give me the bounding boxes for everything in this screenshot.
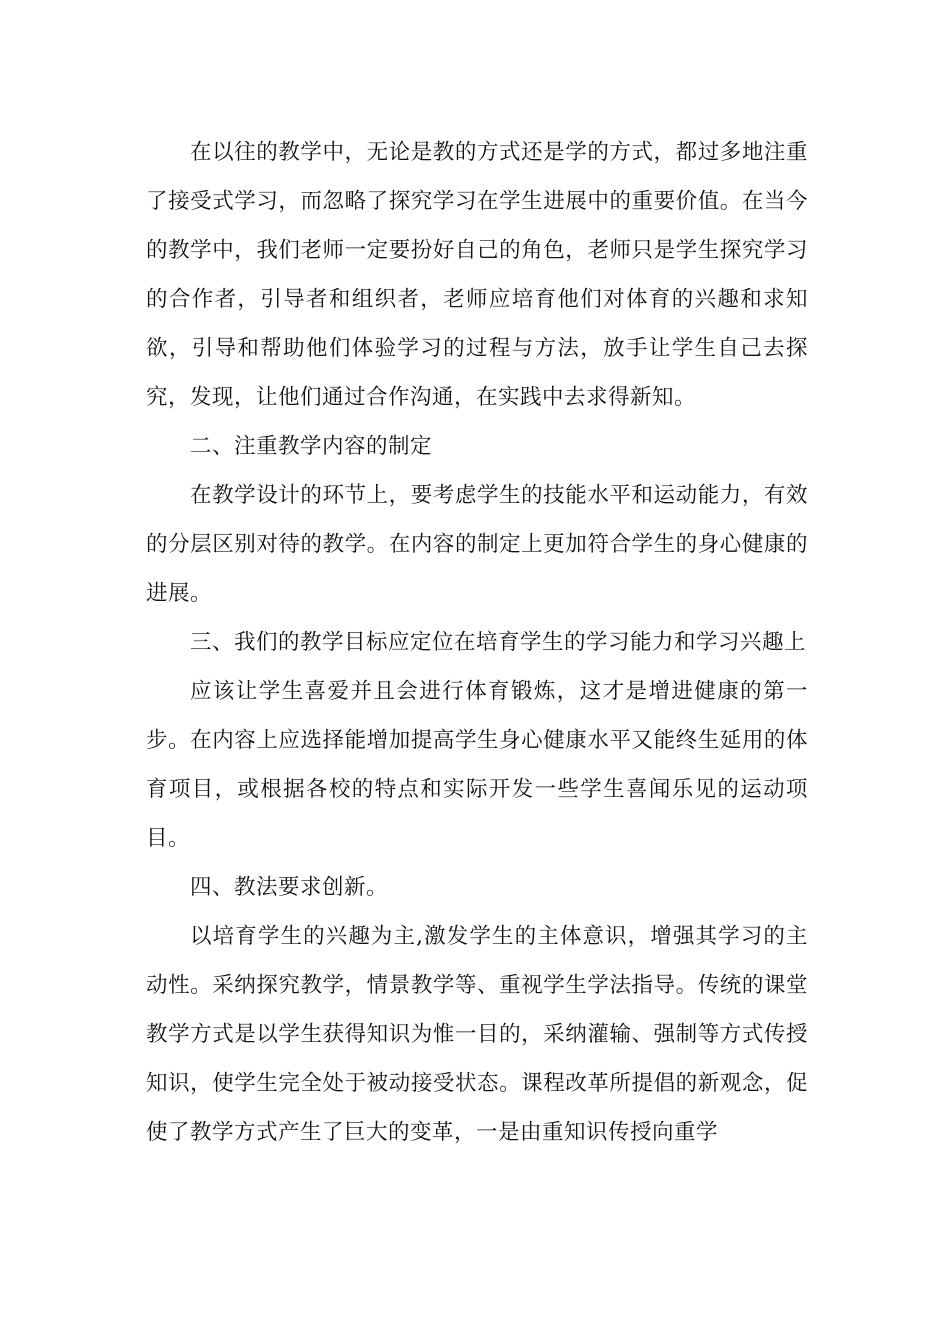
heading-teaching-goals: 三、我们的教学目标应定位在培育学生的学习能力和学习兴趣上 [190,630,807,655]
paragraph-teaching-goals: 应该让学生喜爱并且会进行体育锻炼，这才是增进健康的第一步。在内容上应选择能增加提高学生身心健康水平又能终生延用的体育项目，或根据各校的特点和实际开发一些学生喜闻乐见的运动项目。 [146,679,808,851]
heading-content-planning: 二、注重教学内容的制定 [190,434,433,459]
paragraph-content-planning: 在教学设计的环节上，要考虑学生的技能水平和运动能力，有效的分层区别对待的教学。在内容的制定上更加符合学生的身心健康的进展。 [146,483,808,606]
heading-teaching-innovation: 四、教法要求创新。 [190,875,389,900]
paragraph-teaching-innovation: 以培育学生的兴趣为主,激发学生的主体意识，增强其学习的主动性。采纳探究教学，情景教学等、重视学生学法指导。传统的课堂教学方式是以学生获得知识为惟一目的，采纳灌输、强制等方式传授知识，使学生完全处于被动接受状态。课程改革所提倡的新观念，促使了教学方式产生了巨大的变革，一是由重知识传授向重学 [146,924,808,1145]
paragraph-teaching-methods: 在以往的教学中，无论是教的方式还是学的方式，都过多地注重了接受式学习，而忽略了探究学习在学生进展中的重要价值。在当今的教学中，我们老师一定要扮好自己的角色，老师只是学生探究学习的合作者，引导者和组织者，老师应培育他们对体育的兴趣和求知欲，引导和帮助他们体验学习的过程与方法，放手让学生自己去探究，发现，让他们通过合作沟通，在实践中去求得新知。 [146,140,808,410]
document-body [146,128,808,1157]
